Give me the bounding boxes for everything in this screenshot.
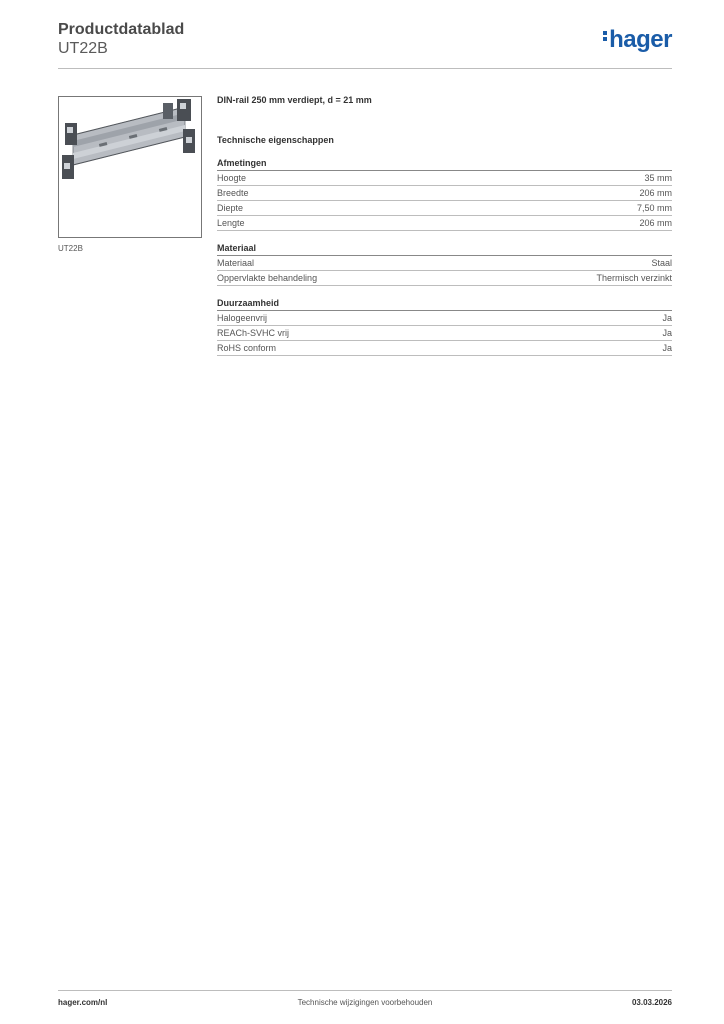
spec-label: Breedte xyxy=(217,188,249,198)
spec-value: 206 mm xyxy=(639,218,672,228)
group-title: Materiaal xyxy=(217,242,672,256)
spec-row xyxy=(217,201,672,216)
spec-label: Hoogte xyxy=(217,173,247,183)
product-code: UT22B xyxy=(58,40,108,57)
spec-label: Oppervlakte behandeling xyxy=(217,273,318,283)
spec-value: Ja xyxy=(662,313,672,323)
spec-label: REACh-SVHC vrij xyxy=(217,328,290,338)
group-title: Afmetingen xyxy=(217,157,672,171)
logo-text: hager xyxy=(609,26,672,53)
document-title: Productdatablad xyxy=(58,21,185,38)
logo-dots-icon xyxy=(603,29,608,43)
spec-value: 35 mm xyxy=(644,173,672,183)
spec-label: Diepte xyxy=(217,203,244,213)
spec-value: Thermisch verzinkt xyxy=(596,273,672,283)
footer-divider xyxy=(58,990,672,991)
spec-group-afmetingen xyxy=(217,157,672,231)
hager-logo xyxy=(603,26,672,54)
din-rail-image-icon xyxy=(59,97,201,237)
footer-website-link[interactable]: hager.com/nl xyxy=(58,998,108,1007)
spec-row xyxy=(217,341,672,356)
product-description: DIN-rail 250 mm verdiept, d = 21 mm xyxy=(217,95,372,105)
spec-value: Staal xyxy=(651,258,672,268)
product-image xyxy=(58,96,202,238)
spec-row xyxy=(217,186,672,201)
footer-notice: Technische wijzigingen voorbehouden xyxy=(297,998,433,1007)
spec-label: RoHS conform xyxy=(217,343,277,353)
spec-value: Ja xyxy=(662,328,672,338)
spec-label: Materiaal xyxy=(217,258,255,268)
spec-label: Lengte xyxy=(217,218,245,228)
spec-value: 206 mm xyxy=(639,188,672,198)
image-caption: UT22B xyxy=(58,244,83,253)
spec-row xyxy=(217,311,672,326)
spec-row xyxy=(217,256,672,271)
footer-date: 03.03.2026 xyxy=(631,998,672,1007)
header-divider xyxy=(58,68,672,69)
spec-value: Ja xyxy=(662,343,672,353)
spec-row xyxy=(217,171,672,186)
spec-row xyxy=(217,271,672,286)
tech-properties-heading: Technische eigenschappen xyxy=(217,135,334,145)
group-title: Duurzaamheid xyxy=(217,297,672,311)
specification-section xyxy=(217,95,672,367)
spec-label: Halogeenvrij xyxy=(217,313,268,323)
spec-group-materiaal xyxy=(217,242,672,286)
spec-value: 7,50 mm xyxy=(636,203,672,213)
spec-row xyxy=(217,326,672,341)
page-header xyxy=(58,20,672,58)
spec-row xyxy=(217,216,672,231)
spec-group-duurzaamheid xyxy=(217,297,672,356)
